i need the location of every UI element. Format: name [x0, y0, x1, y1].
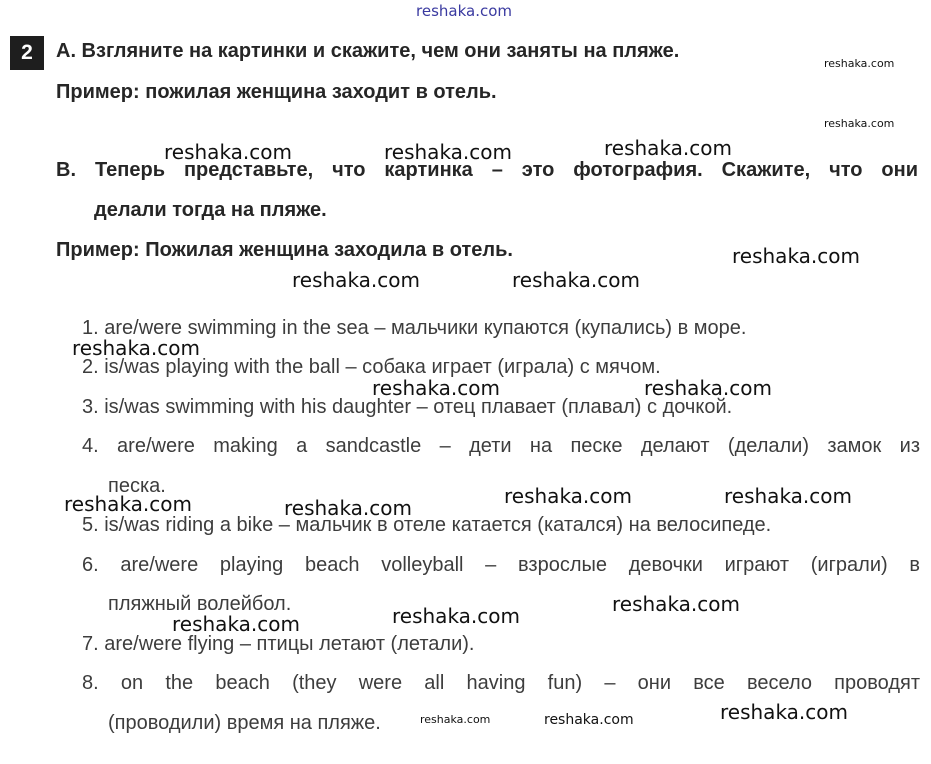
watermark: reshaka.com	[64, 492, 192, 516]
watermark: reshaka.com	[384, 140, 512, 164]
answer-4-line2: песка.	[108, 475, 166, 497]
watermark: reshaka.com	[732, 244, 860, 268]
watermark: reshaka.com	[644, 376, 772, 400]
answer-3: 3. is/was swimming with his daughter – отец плавает (плавал) с дочкой.	[82, 396, 733, 418]
answer-6-line1: 6. are/were playing beach volleyball – взрослые девочки играют (играли) в	[82, 554, 920, 576]
task-number-badge: 2	[10, 36, 44, 70]
watermark: reshaka.com	[372, 376, 500, 400]
answer-6-line2: пляжный волейбол.	[108, 593, 292, 615]
watermark: reshaka.com	[544, 712, 634, 728]
watermark: reshaka.com	[604, 136, 732, 160]
watermark: reshaka.com	[284, 496, 412, 520]
watermark: reshaka.com	[392, 604, 520, 628]
watermark: reshaka.com	[164, 140, 292, 164]
part-a-instruction: A. Взгляните на картинки и скажите, чем они заняты на пляже.	[56, 40, 680, 62]
answer-8-line1: 8. on the beach (they were all having fun) – они все весело проводят	[82, 672, 920, 694]
watermark: reshaka.com	[612, 592, 740, 616]
part-b-instruction-line1: B. Теперь представьте, что картинка – это фотография. Скажите, что они	[56, 159, 918, 181]
answer-1: 1. are/were swimming in the sea – мальчики купаются (купались) в море.	[82, 317, 747, 339]
site-watermark-header: reshaka.com	[416, 2, 512, 20]
watermark: reshaka.com	[720, 700, 848, 724]
watermark: reshaka.com	[724, 484, 852, 508]
answer-4-line1: 4. are/were making a sandcastle – дети на песке делают (делали) замок из	[82, 435, 920, 457]
part-b-example: Пример: Пожилая женщина заходила в отель.	[56, 239, 513, 261]
part-b-instruction-line2: делали тогда на пляже.	[94, 199, 327, 221]
answer-8-line2: (проводили) время на пляже.	[108, 712, 381, 734]
watermark: reshaka.com	[512, 268, 640, 292]
watermark: reshaka.com	[420, 713, 491, 726]
answer-2: 2. is/was playing with the ball – собака играет (играла) с мячом.	[82, 356, 661, 378]
watermark: reshaka.com	[172, 612, 300, 636]
part-a-example: Пример: пожилая женщина заходит в отель.	[56, 81, 497, 103]
answer-7: 7. are/were flying – птицы летают (летали).	[82, 633, 475, 655]
watermark: reshaka.com	[292, 268, 420, 292]
watermark: reshaka.com	[72, 336, 200, 360]
watermark: reshaka.com	[504, 484, 632, 508]
answer-5: 5. is/was riding a bike – мальчик в отеле катается (катался) на велосипеде.	[82, 514, 772, 536]
watermark: reshaka.com	[824, 57, 895, 70]
watermark: reshaka.com	[824, 117, 895, 130]
